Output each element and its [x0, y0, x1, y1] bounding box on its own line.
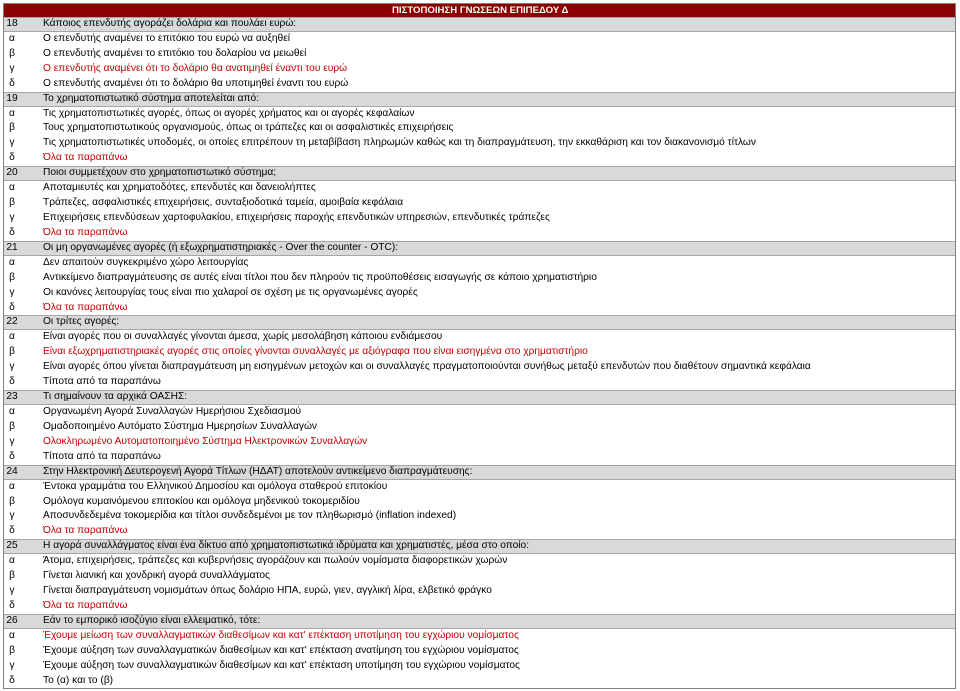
question-text: Το χρηματοπιστωτικό σύστημα αποτελείται από:: [43, 92, 260, 104]
answer-row: [4, 644, 955, 659]
answer-text: Ολοκληρωμένο Αυτοματοποιημένο Σύστημα Ηλεκτρονικών Συναλλαγών: [43, 435, 368, 447]
answer-letter: α: [9, 182, 15, 194]
answer-text: Ο επενδυτής αναμένει το επιτόκιο του ευρώ να αυξηθεί: [43, 32, 291, 44]
answer-text: Όλα τα παραπάνω: [43, 525, 128, 537]
answer-letter: α: [9, 480, 15, 492]
question-block: [4, 614, 955, 689]
answer-text: Όλα τα παραπάνω: [43, 301, 128, 313]
answer-row: [4, 256, 955, 271]
answer-row: [4, 62, 955, 77]
answer-row: [4, 226, 955, 241]
header-bar: [4, 4, 955, 17]
answer-row: [4, 196, 955, 211]
answer-row: [4, 450, 955, 465]
answer-letter: α: [9, 107, 15, 119]
answer-text: Τράπεζες, ασφαλιστικές επιχειρήσεις, συνταξιοδοτικά ταμεία, αμοιβαία κεφάλαια: [43, 197, 404, 209]
answer-letter: γ: [9, 510, 15, 522]
question-text: Οι τρίτες αγορές:: [43, 316, 120, 328]
question-block: [4, 17, 955, 92]
answer-letter: α: [9, 331, 15, 343]
question-row: [4, 241, 955, 256]
question-text: Ποιοι συμμετέχουν στο χρηματοπιστωτικό σύστημα;: [43, 167, 277, 179]
answer-letter: γ: [9, 137, 15, 149]
answer-text: Τίποτα από τα παραπάνω: [43, 450, 161, 462]
answer-row: [4, 136, 955, 151]
answer-letter: δ: [9, 301, 15, 313]
answer-text: Είναι εξωχρηματιστηριακές αγορές στις οποίες γίνονται συναλλαγές με αξιόγραφα που είναι εισηγμένα στο χρηματιστήριο: [43, 346, 588, 358]
answer-letter: δ: [9, 674, 15, 686]
answer-row: [4, 480, 955, 495]
question-number: 21: [6, 241, 18, 253]
answer-letter: α: [9, 629, 15, 641]
question-block: [4, 390, 955, 465]
answer-row: [4, 32, 955, 47]
answer-letter: β: [9, 197, 15, 209]
question-number: 25: [6, 540, 18, 552]
answer-row: [4, 47, 955, 62]
answer-letter: β: [9, 495, 15, 507]
answer-text: Όλα τα παραπάνω: [43, 226, 128, 238]
document-title: ΠΙΣΤΟΠΟΙΗΣΗ ΓΝΩΣΕΩΝ ΕΠΙΠΕΔΟΥ Δ: [392, 5, 569, 16]
answer-text: Αντικείμενο διαπραγμάτευσης σε αυτές είναι τίτλοι που δεν πληρούν τις προϋποθέσεις εισαγωγής σε κάποιο χρηματιστήριο: [43, 271, 597, 283]
question-text: Εάν το εμπορικό ισοζύγιο είναι ελλειματικό, τότε:: [43, 614, 261, 626]
answer-row: [4, 524, 955, 539]
question-number: 26: [6, 614, 18, 626]
answer-letter: γ: [9, 62, 15, 74]
answer-letter: α: [9, 32, 15, 44]
question-number: 24: [6, 465, 18, 477]
answer-text: Άτομα, επιχειρήσεις, τράπεζες και κυβερνήσεις αγοράζουν και πωλούν νομίσματα διαφορετικών χωρών: [43, 555, 508, 567]
question-row: [4, 465, 955, 480]
answer-letter: β: [9, 346, 15, 358]
answer-row: [4, 330, 955, 345]
question-number: 23: [6, 391, 18, 403]
answer-text: Αποταμιευτές και χρηματοδότες, επενδυτές και δανειολήπτες: [43, 182, 316, 194]
answer-text: Ο επενδυτής αναμένει ότι το δολάριο θα ανατιμηθεί έναντι του ευρώ: [43, 62, 348, 74]
question-text: Τι σημαίνουν τα αρχικά ΟΑΣΗΣ:: [43, 391, 188, 403]
answer-row: [4, 554, 955, 569]
answer-row: [4, 435, 955, 450]
question-text: Η αγορά συναλλάγματος είναι ένα δίκτυο από χρηματοπιστωτικά ιδρύματα και χρηματιστές, μέσα στο οποίο:: [43, 540, 530, 552]
answer-text: Τους χρηματοπιστωτικούς οργανισμούς, όπως οι τράπεζες και οι ασφαλιστικές επιχειρήσεις: [43, 122, 454, 134]
question-number: 18: [6, 18, 18, 29]
question-row: [4, 390, 955, 405]
question-block: [4, 539, 955, 614]
answer-letter: α: [9, 405, 15, 417]
question-number: 22: [6, 316, 18, 328]
answer-letter: δ: [9, 376, 15, 388]
answer-row: [4, 181, 955, 196]
answer-row: [4, 584, 955, 599]
answer-letter: β: [9, 122, 15, 134]
answer-text: Τίποτα από τα παραπάνω: [43, 376, 161, 388]
question-number: 19: [6, 92, 18, 104]
answer-letter: δ: [9, 525, 15, 537]
answer-letter: β: [9, 420, 15, 432]
answer-text: Γίνεται διαπραγμάτευση νομισμάτων όπως δολάριο ΗΠΑ, ευρώ, γιεν, αγγλική λίρα, ελβετικό φράγκο: [43, 585, 492, 597]
answer-row: [4, 659, 955, 674]
question-block: [4, 241, 955, 316]
answer-row: [4, 121, 955, 136]
answer-text: Όλα τα παραπάνω: [43, 152, 128, 164]
answer-row: [4, 360, 955, 375]
answer-text: Οργανωμένη Αγορά Συναλλαγών Ημερήσιου Σχεδιασμού: [43, 405, 302, 417]
answer-text: Όλα τα παραπάνω: [43, 599, 128, 611]
answer-row: [4, 405, 955, 420]
answer-letter: δ: [9, 599, 15, 611]
answer-text: Οι κανόνες λειτουργίας τους είναι πιο χαλαροί σε σχέση με τις οργανωμένες αγορές: [43, 286, 418, 298]
answer-row: [4, 509, 955, 524]
answer-row: [4, 674, 955, 689]
question-row: [4, 614, 955, 629]
question-row: [4, 92, 955, 107]
question-sheet: [3, 3, 956, 689]
question-text: Οι μη οργανωμένες αγορές (ή εξωχρηματιστηριακές - Over the counter - OTC):: [43, 241, 399, 253]
answer-row: [4, 599, 955, 614]
answer-text: Ομόλογα κυμαινόμενου επιτοκίου και ομόλογα μηδενικού τοκομεριδίου: [43, 495, 360, 507]
answer-row: [4, 495, 955, 510]
answer-row: [4, 375, 955, 390]
answer-letter: α: [9, 256, 15, 268]
answer-row: [4, 286, 955, 301]
answer-row: [4, 271, 955, 286]
answer-letter: α: [9, 555, 15, 567]
answer-letter: δ: [9, 77, 15, 89]
question-row: [4, 539, 955, 554]
answer-letter: γ: [9, 361, 15, 373]
answer-text: Ο επενδυτής αναμένει το επιτόκιο του δολαρίου να μειωθεί: [43, 47, 307, 59]
answer-text: Επιχειρήσεις επενδύσεων χαρτοφυλακίου, επιχειρήσεις παροχής επενδυτικών υπηρεσιών, επενδυτικές τράπεζες: [43, 211, 550, 223]
answer-text: Δεν απαιτούν συγκεκριμένο χώρο λειτουργίας: [43, 256, 249, 268]
question-text: Κάποιος επενδυτής αγοράζει δολάρια και πουλάει ευρώ:: [43, 18, 297, 29]
question-number: 20: [6, 167, 18, 179]
answer-letter: γ: [9, 286, 15, 298]
answer-row: [4, 77, 955, 92]
answer-text: Έχουμε αύξηση των συναλλαγματικών διαθεσίμων και κατ' επέκταση υποτίμηση του εγχώριου νομίσματος: [43, 659, 520, 671]
answer-row: [4, 211, 955, 226]
question-block: [4, 166, 955, 241]
answer-text: Ομαδοποιημένο Αυτόματο Σύστημα Ημερησίων Συναλλαγών: [43, 420, 317, 432]
answer-letter: δ: [9, 450, 15, 462]
answer-text: Είναι αγορές όπου γίνεται διαπραγμάτευση μη εισηγμένων μετοχών και οι συναλλαγές πραγματοποιούνται συνήθως μεταξύ επενδυτών που διαθέτουν σημαντικά κεφάλαια: [43, 361, 811, 373]
question-row: [4, 166, 955, 181]
question-row: [4, 315, 955, 330]
answer-text: Αποσυνδεδεμένα τοκομερίδια και τίτλοι συνδεδεμένοι με τον πληθωρισμό (inflation indexed): [43, 510, 457, 522]
answer-text: Το (α) και το (β): [43, 674, 114, 686]
answer-letter: γ: [9, 659, 15, 671]
question-text: Στην Ηλεκτρονική Δευτερογενή Αγορά Τίτλων (ΗΔΑΤ) αποτελούν αντικείμενο διαπραγμάτευσης:: [43, 465, 473, 477]
answer-letter: δ: [9, 226, 15, 238]
answer-letter: β: [9, 47, 15, 59]
answer-letter: γ: [9, 585, 15, 597]
answer-row: [4, 629, 955, 644]
answer-text: Είναι αγορές που οι συναλλαγές γίνονται άμεσα, χωρίς μεσολάβηση κάποιου ενδιάμεσου: [43, 331, 443, 343]
answer-row: [4, 420, 955, 435]
answer-text: Ο επενδυτής αναμένει ότι το δολάριο θα υποτιμηθεί έναντι του ευρώ: [43, 77, 349, 89]
answer-text: Τις χρηματοπιστωτικές αγορές, όπως οι αγορές χρήματος και οι αγορές κεφαλαίων: [43, 107, 415, 119]
answer-letter: β: [9, 570, 15, 582]
answer-text: Γίνεται λιανική και χονδρική αγορά συναλλάγματος: [43, 570, 270, 582]
answer-letter: γ: [9, 435, 15, 447]
answer-row: [4, 569, 955, 584]
answer-row: [4, 107, 955, 122]
answer-row: [4, 345, 955, 360]
question-block: [4, 315, 955, 390]
answer-text: Έχουμε μείωση των συναλλαγματικών διαθεσίμων και κατ' επέκταση υποτίμηση του εγχώριου νομίσματος: [43, 629, 519, 641]
answer-text: Έντοκα γραμμάτια του Ελληνικού Δημοσίου και ομόλογα σταθερού επιτοκίου: [43, 480, 388, 492]
answer-text: Έχουμε αύξηση των συναλλαγματικών διαθεσίμων και κατ' επέκταση ανατίμηση του εγχώριου νομίσματος: [43, 644, 519, 656]
answer-row: [4, 151, 955, 166]
answer-letter: β: [9, 644, 15, 656]
answer-row: [4, 301, 955, 316]
question-block: [4, 92, 955, 167]
answer-text: Τις χρηματοπιστωτικές υποδομές, οι οποίες επιτρέπουν τη μεταβίβαση πληρωμών καθώς και τη διαπραγμάτευση, την εκκαθάριση και τον διακανονισμό τίτλων: [43, 137, 756, 149]
question-row: [4, 17, 955, 32]
question-block: [4, 465, 955, 540]
answer-letter: δ: [9, 152, 15, 164]
answer-letter: γ: [9, 211, 15, 223]
answer-letter: β: [9, 271, 15, 283]
